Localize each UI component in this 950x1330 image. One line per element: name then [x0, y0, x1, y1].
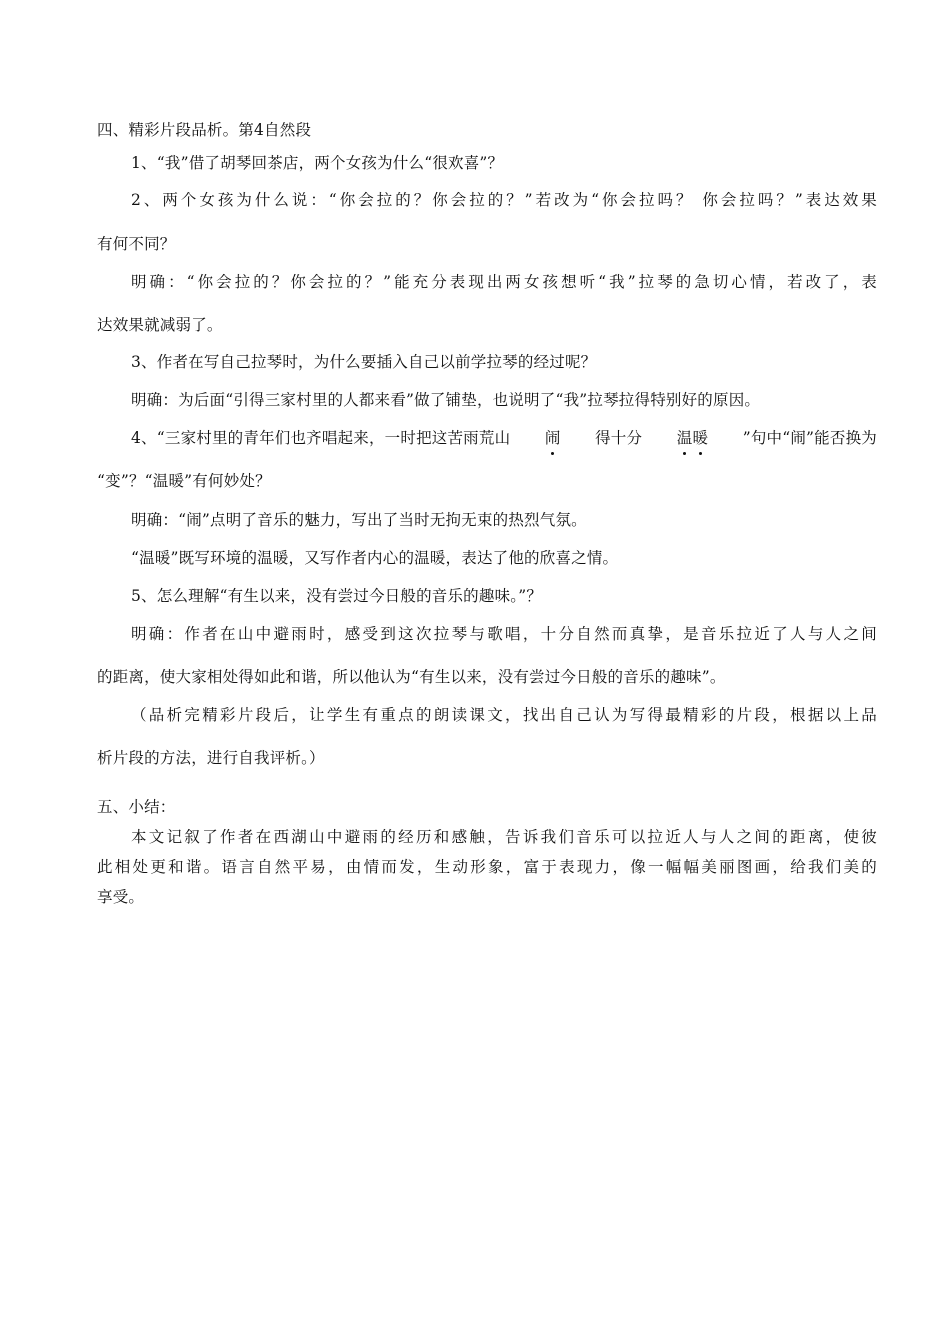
question-2-line-1: 2、两个女孩为什么说：“你会拉的？你会拉的？”若改为“你会拉吗？ 你会拉吗？”表达效果 [131, 191, 877, 209]
question-4-emphasis-wennuan [677, 426, 708, 448]
question-4-emphasis-nao: 闹 [545, 426, 561, 448]
answer-4-line-2: “温暖”既写环境的温暖，又写作者内心的温暖，表达了他的欣喜之情。 [131, 549, 619, 567]
question-4-line-2: “变”？“温暖”有何妙处？ [97, 472, 271, 490]
answer-3: 明确：为后面“引得三家村里的人都来看”做了铺垫，也说明了“我”拉琴拉得特别好的原因。 [131, 391, 761, 409]
question-4-line-1 [131, 426, 877, 448]
section4-heading: 四、精彩片段品析。第4自然段 [97, 121, 312, 139]
answer-5-line-2: 的距离，使大家相处得如此和谐，所以他认为“有生以来，没有尝过今日般的音乐的趣味”。 [97, 668, 726, 686]
summary-line-3: 享受。 [97, 888, 145, 906]
emphasis-char-2: 暖 [692, 426, 708, 448]
question-4-text-a: 4、“三家村里的青年们也齐唱起来，一时把这苦雨荒山 [131, 429, 511, 447]
question-2-line-2: 有何不同？ [97, 235, 176, 253]
question-3: 3、作者在写自己拉琴时，为什么要插入自己以前学拉琴的经过呢？ [131, 353, 597, 371]
section5-heading: 五、小结： [97, 798, 176, 816]
answer-4-line-1: 明确：“闹”点明了音乐的魅力，写出了当时无拘无束的热烈气氛。 [131, 511, 587, 529]
summary-line-2: 此相处更和谐。语言自然平易，由情而发，生动形象，富于表现力，像一幅幅美丽图画，给我们美的 [97, 858, 877, 876]
summary-line-1: 本文记叙了作者在西湖山中避雨的经历和感触，告诉我们音乐可以拉近人与人之间的距离，使彼 [131, 828, 877, 846]
emphasis-char-1: 温 [677, 426, 693, 448]
answer-5-line-1: 明确：作者在山中避雨时，感受到这次拉琴与歌唱，十分自然而真挚，是音乐拉近了人与人之间 [131, 625, 877, 643]
answer-2-line-1: 明确：“你会拉的？你会拉的？”能充分表现出两女孩想听“我”拉琴的急切心情，若改了，表 [131, 273, 877, 291]
question-5: 5、怎么理解“有生以来，没有尝过今日般的音乐的趣味。”？ [131, 587, 543, 605]
question-1: 1、“我”借了胡琴回茶店，两个女孩为什么“很欢喜”？ [131, 154, 504, 172]
question-4-text-c: ”句中“闹”能否换为 [742, 429, 877, 447]
teaching-note-line-1: （品析完精彩片段后，让学生有重点的朗读课文，找出自己认为写得最精彩的片段，根据以上品 [131, 706, 877, 724]
teaching-note-line-2: 析片段的方法，进行自我评析。） [97, 749, 325, 767]
question-4-text-b: 得十分 [595, 429, 643, 447]
answer-2-line-2: 达效果就减弱了。 [97, 316, 223, 334]
